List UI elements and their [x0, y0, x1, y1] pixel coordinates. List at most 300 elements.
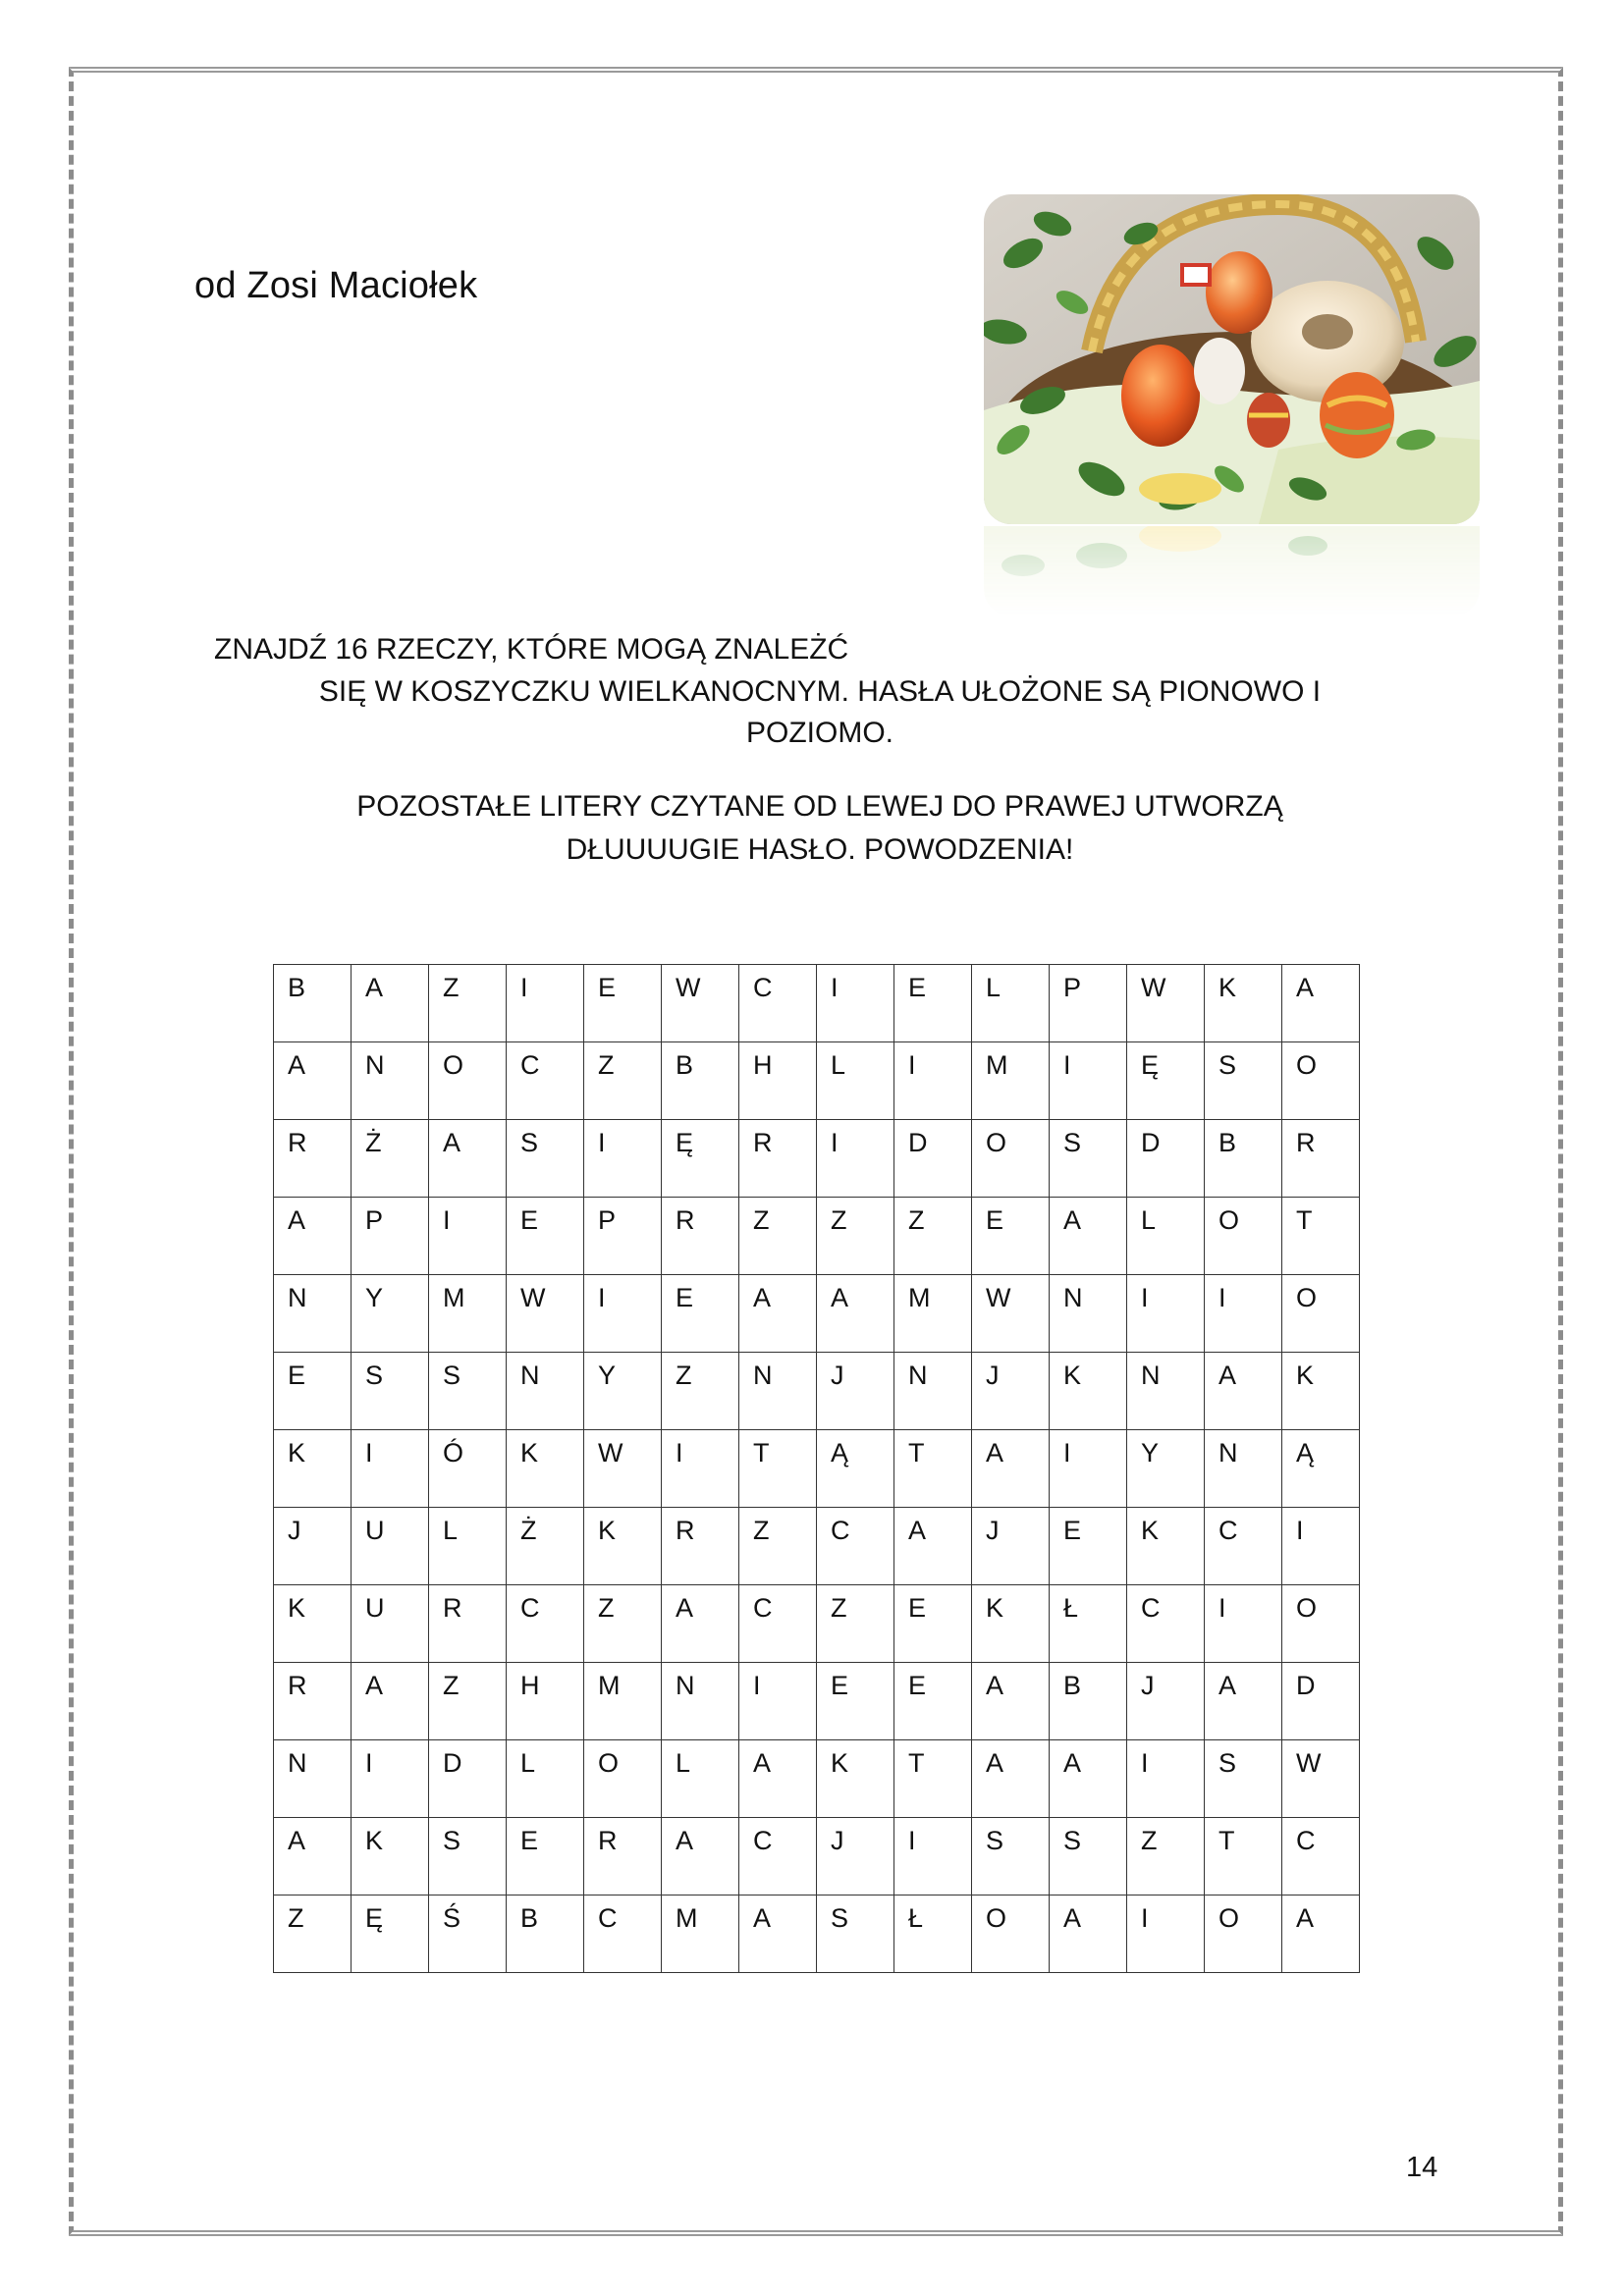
grid-cell — [1282, 1663, 1360, 1740]
grid-cell — [274, 1120, 352, 1198]
grid-cell — [972, 1275, 1050, 1353]
grid-letter: L — [831, 1050, 846, 1080]
grid-letter: R — [1296, 1128, 1316, 1157]
grid-cell — [274, 1585, 352, 1663]
grid-cell — [1282, 1508, 1360, 1585]
grid-letter: B — [1218, 1128, 1237, 1157]
grid-cell — [1205, 1896, 1282, 1973]
grid-cell — [739, 1430, 817, 1508]
grid-letter: S — [1063, 1826, 1082, 1855]
grid-cell — [274, 1430, 352, 1508]
grid-cell — [584, 1353, 662, 1430]
grid-cell — [1205, 1120, 1282, 1198]
grid-cell — [739, 1663, 817, 1740]
grid-letter: C — [753, 1593, 773, 1623]
grid-cell — [894, 1740, 972, 1818]
grid-letter: I — [598, 1283, 606, 1312]
grid-letter: A — [1218, 1361, 1237, 1390]
grid-cell — [972, 1663, 1050, 1740]
grid-cell — [662, 1042, 739, 1120]
grid-letter: T — [1296, 1205, 1313, 1235]
grid-letter: K — [831, 1748, 849, 1778]
grid-row — [274, 1585, 1360, 1663]
grid-letter: I — [753, 1671, 761, 1700]
grid-letter: K — [1218, 973, 1237, 1002]
grid-letter: E — [1063, 1516, 1082, 1545]
grid-letter: E — [908, 1671, 927, 1700]
grid-cell — [817, 1120, 894, 1198]
grid-letter: L — [520, 1748, 536, 1778]
grid-letter: O — [1218, 1903, 1240, 1933]
grid-cell — [662, 1275, 739, 1353]
grid-cell — [1127, 1198, 1205, 1275]
grid-row — [274, 1042, 1360, 1120]
grid-letter: T — [753, 1438, 770, 1468]
grid-letter: W — [986, 1283, 1011, 1312]
grid-letter: R — [598, 1826, 618, 1855]
grid-cell — [972, 1120, 1050, 1198]
grid-cell — [817, 1896, 894, 1973]
grid-cell — [429, 1740, 507, 1818]
grid-letter: K — [288, 1593, 306, 1623]
grid-row — [274, 1740, 1360, 1818]
grid-letter: C — [831, 1516, 850, 1545]
grid-cell — [352, 1120, 429, 1198]
grid-cell — [1127, 1120, 1205, 1198]
grid-letter: K — [365, 1826, 384, 1855]
grid-letter: W — [598, 1438, 623, 1468]
grid-cell — [1127, 1663, 1205, 1740]
grid-letter: E — [288, 1361, 306, 1390]
grid-letter: I — [1296, 1516, 1304, 1545]
grid-cell — [429, 1198, 507, 1275]
grid-letter: A — [365, 973, 384, 1002]
grid-cell — [429, 965, 507, 1042]
grid-letter: J — [831, 1361, 844, 1390]
grid-letter: S — [831, 1903, 849, 1933]
grid-cell — [972, 965, 1050, 1042]
grid-cell — [274, 1508, 352, 1585]
grid-letter: S — [986, 1826, 1004, 1855]
grid-cell — [972, 1042, 1050, 1120]
grid-letter: M — [443, 1283, 465, 1312]
grid-row — [274, 1818, 1360, 1896]
grid-cell — [662, 1818, 739, 1896]
grid-letter: I — [1218, 1593, 1226, 1623]
grid-letter: B — [676, 1050, 694, 1080]
grid-cell — [584, 1740, 662, 1818]
grid-cell — [739, 1740, 817, 1818]
grid-cell — [1050, 1198, 1127, 1275]
grid-letter: A — [908, 1516, 927, 1545]
grid-cell — [1050, 1120, 1127, 1198]
grid-letter: Y — [1141, 1438, 1160, 1468]
grid-letter: J — [986, 1361, 1000, 1390]
grid-cell — [972, 1896, 1050, 1973]
grid-letter: L — [986, 973, 1001, 1002]
grid-cell — [352, 1896, 429, 1973]
grid-cell — [507, 1430, 584, 1508]
grid-cell — [507, 1275, 584, 1353]
grid-cell — [1282, 1740, 1360, 1818]
grid-letter: A — [443, 1128, 461, 1157]
grid-letter: W — [1296, 1748, 1322, 1778]
grid-cell — [817, 1818, 894, 1896]
grid-cell — [584, 1896, 662, 1973]
easter-basket-photo — [984, 194, 1480, 616]
grid-letter: E — [831, 1671, 849, 1700]
grid-cell — [352, 1585, 429, 1663]
grid-row — [274, 1896, 1360, 1973]
grid-cell — [739, 1198, 817, 1275]
grid-letter: I — [365, 1748, 373, 1778]
grid-row — [274, 1120, 1360, 1198]
grid-cell — [584, 1430, 662, 1508]
grid-letter: Z — [908, 1205, 925, 1235]
grid-cell — [1050, 1353, 1127, 1430]
grid-cell — [274, 1275, 352, 1353]
grid-letter: O — [1296, 1050, 1318, 1080]
grid-letter: K — [288, 1438, 306, 1468]
grid-cell — [1050, 1585, 1127, 1663]
grid-letter: W — [520, 1283, 546, 1312]
grid-letter: S — [1218, 1748, 1237, 1778]
grid-cell — [662, 965, 739, 1042]
grid-letter: Ż — [520, 1516, 537, 1545]
grid-row — [274, 965, 1360, 1042]
grid-letter: E — [908, 1593, 927, 1623]
grid-letter: Z — [753, 1205, 770, 1235]
grid-cell — [1050, 1275, 1127, 1353]
grid-cell — [274, 1042, 352, 1120]
grid-letter: Ę — [676, 1128, 694, 1157]
grid-cell — [662, 1896, 739, 1973]
grid-cell — [507, 1585, 584, 1663]
grid-letter: K — [1141, 1516, 1160, 1545]
grid-letter: O — [443, 1050, 464, 1080]
grid-letter: M — [986, 1050, 1008, 1080]
grid-cell — [972, 1508, 1050, 1585]
grid-letter: I — [598, 1128, 606, 1157]
grid-cell — [662, 1740, 739, 1818]
grid-row — [274, 1663, 1360, 1740]
grid-letter: A — [1218, 1671, 1237, 1700]
grid-letter: N — [365, 1050, 385, 1080]
grid-cell — [429, 1120, 507, 1198]
grid-letter: I — [1141, 1748, 1149, 1778]
grid-letter: R — [288, 1671, 307, 1700]
grid-letter: Ą — [1296, 1438, 1315, 1468]
grid-cell — [1282, 1120, 1360, 1198]
grid-cell — [817, 1198, 894, 1275]
grid-letter: Ę — [1141, 1050, 1160, 1080]
grid-cell — [1050, 1818, 1127, 1896]
grid-cell — [1050, 1042, 1127, 1120]
grid-letter: A — [1063, 1903, 1082, 1933]
grid-cell — [429, 1042, 507, 1120]
grid-letter: I — [1063, 1050, 1071, 1080]
grid-cell — [1282, 1198, 1360, 1275]
grid-cell — [429, 1275, 507, 1353]
grid-cell — [1127, 1275, 1205, 1353]
grid-cell — [274, 1740, 352, 1818]
grid-cell — [1282, 965, 1360, 1042]
grid-cell — [894, 1585, 972, 1663]
grid-cell — [274, 1353, 352, 1430]
grid-cell — [1127, 1818, 1205, 1896]
grid-letter: C — [1218, 1516, 1238, 1545]
grid-cell — [352, 1508, 429, 1585]
grid-letter: A — [1063, 1748, 1082, 1778]
grid-row — [274, 1275, 1360, 1353]
grid-letter: Y — [365, 1283, 384, 1312]
grid-letter: A — [676, 1593, 694, 1623]
grid-letter: N — [908, 1361, 928, 1390]
grid-cell — [1127, 1896, 1205, 1973]
grid-letter: E — [520, 1826, 539, 1855]
grid-letter: A — [753, 1748, 772, 1778]
grid-cell — [274, 1818, 352, 1896]
grid-letter: J — [1141, 1671, 1155, 1700]
grid-letter: Z — [598, 1593, 615, 1623]
grid-cell — [972, 1818, 1050, 1896]
instruction-line-1: ZNAJDŹ 16 RZECZY, KTÓRE MOGĄ ZNALEŻĆ — [214, 633, 849, 666]
grid-cell — [739, 965, 817, 1042]
instruction-lines-2-3 — [216, 671, 1424, 754]
grid-letter: I — [831, 1128, 839, 1157]
grid-letter: E — [986, 1205, 1004, 1235]
grid-cell — [739, 1042, 817, 1120]
grid-letter: Ś — [443, 1903, 461, 1933]
grid-cell — [662, 1585, 739, 1663]
grid-letter: A — [1063, 1205, 1082, 1235]
grid-cell — [1205, 1042, 1282, 1120]
grid-cell — [1205, 1585, 1282, 1663]
grid-letter: H — [520, 1671, 540, 1700]
grid-letter: P — [1063, 973, 1082, 1002]
grid-cell — [972, 1585, 1050, 1663]
grid-letter: C — [753, 1826, 773, 1855]
grid-letter: Z — [676, 1361, 692, 1390]
grid-letter: A — [365, 1671, 384, 1700]
grid-cell — [1127, 1740, 1205, 1818]
grid-letter: K — [986, 1593, 1004, 1623]
grid-letter: Z — [1141, 1826, 1158, 1855]
grid-cell — [894, 1508, 972, 1585]
grid-letter: M — [676, 1903, 698, 1933]
grid-cell — [894, 1275, 972, 1353]
grid-letter: C — [520, 1050, 540, 1080]
grid-letter: E — [908, 973, 927, 1002]
grid-cell — [507, 1663, 584, 1740]
grid-cell — [894, 1042, 972, 1120]
basket-image-reflection — [984, 526, 1480, 616]
grid-letter: L — [443, 1516, 459, 1545]
grid-letter: K — [520, 1438, 539, 1468]
grid-cell — [1205, 1198, 1282, 1275]
grid-cell — [352, 1198, 429, 1275]
grid-cell — [817, 1663, 894, 1740]
grid-letter: I — [1063, 1438, 1071, 1468]
grid-letter: C — [1141, 1593, 1161, 1623]
grid-letter: N — [288, 1283, 307, 1312]
grid-cell — [1127, 1353, 1205, 1430]
grid-letter: S — [443, 1361, 461, 1390]
grid-row — [274, 1353, 1360, 1430]
grid-row — [274, 1430, 1360, 1508]
grid-cell — [352, 1042, 429, 1120]
grid-cell — [894, 1818, 972, 1896]
grid-letter: M — [598, 1671, 621, 1700]
grid-letter: A — [676, 1826, 694, 1855]
grid-letter: A — [986, 1671, 1004, 1700]
grid-letter: T — [908, 1748, 925, 1778]
grid-letter: K — [1063, 1361, 1082, 1390]
grid-cell — [1050, 1430, 1127, 1508]
instruction-line-2: SIĘ W KOSZYCZKU WIELKANOCNYM. HASŁA UŁOŻONE SĄ PIONOWO I — [318, 675, 1322, 708]
grid-letter: Z — [443, 973, 460, 1002]
grid-cell — [429, 1353, 507, 1430]
basket-image — [984, 194, 1480, 524]
grid-letter: D — [908, 1128, 928, 1157]
grid-letter: B — [520, 1903, 539, 1933]
page-number: 14 — [1406, 2152, 1438, 2183]
grid-letter: B — [1063, 1671, 1082, 1700]
grid-cell — [507, 1740, 584, 1818]
grid-cell — [972, 1740, 1050, 1818]
grid-letter: C — [753, 973, 773, 1002]
grid-letter: I — [365, 1438, 373, 1468]
grid-cell — [1127, 1585, 1205, 1663]
grid-cell — [662, 1430, 739, 1508]
grid-cell — [894, 1663, 972, 1740]
grid-letter: U — [365, 1593, 385, 1623]
grid-cell — [1205, 1818, 1282, 1896]
instruction-lines-4-5 — [216, 785, 1424, 872]
grid-row — [274, 1198, 1360, 1275]
grid-cell — [1282, 1896, 1360, 1973]
grid-letter: A — [831, 1283, 849, 1312]
grid-letter: A — [288, 1050, 306, 1080]
grid-letter: A — [753, 1903, 772, 1933]
grid-cell — [894, 1198, 972, 1275]
grid-cell — [584, 1508, 662, 1585]
grid-letter: P — [365, 1205, 384, 1235]
grid-letter: K — [1296, 1361, 1315, 1390]
grid-letter: I — [1141, 1903, 1149, 1933]
grid-letter: N — [1141, 1361, 1161, 1390]
grid-cell — [584, 1663, 662, 1740]
grid-letter: J — [288, 1516, 301, 1545]
grid-cell — [1050, 965, 1127, 1042]
grid-cell — [274, 1663, 352, 1740]
grid-letter: Z — [598, 1050, 615, 1080]
grid-letter: O — [986, 1128, 1007, 1157]
grid-cell — [739, 1275, 817, 1353]
grid-letter: Ę — [365, 1903, 384, 1933]
grid-cell — [972, 1353, 1050, 1430]
grid-letter: J — [831, 1826, 844, 1855]
grid-letter: Z — [753, 1516, 770, 1545]
grid-cell — [584, 1818, 662, 1896]
grid-cell — [662, 1353, 739, 1430]
grid-letter: A — [986, 1438, 1004, 1468]
grid-cell — [507, 1198, 584, 1275]
grid-letter: L — [1141, 1205, 1157, 1235]
grid-cell — [352, 1740, 429, 1818]
grid-letter: A — [986, 1748, 1004, 1778]
grid-letter: Z — [831, 1593, 847, 1623]
grid-cell — [1127, 1508, 1205, 1585]
grid-letter: I — [676, 1438, 683, 1468]
grid-cell — [584, 1585, 662, 1663]
grid-letter: A — [288, 1826, 306, 1855]
grid-letter: Ą — [831, 1438, 849, 1468]
grid-letter: Ż — [365, 1128, 382, 1157]
grid-cell — [1127, 965, 1205, 1042]
grid-cell — [739, 1353, 817, 1430]
grid-cell — [1205, 965, 1282, 1042]
grid-cell — [817, 1042, 894, 1120]
grid-cell — [662, 1198, 739, 1275]
grid-cell — [739, 1585, 817, 1663]
grid-letter: A — [1296, 1903, 1315, 1933]
grid-cell — [1205, 1275, 1282, 1353]
grid-cell — [274, 965, 352, 1042]
grid-letter: N — [1218, 1438, 1238, 1468]
grid-cell — [1050, 1663, 1127, 1740]
grid-cell — [1205, 1508, 1282, 1585]
grid-letter: Ł — [1063, 1593, 1079, 1623]
grid-cell — [972, 1430, 1050, 1508]
grid-cell — [429, 1585, 507, 1663]
grid-letter: R — [676, 1516, 695, 1545]
grid-cell — [1205, 1353, 1282, 1430]
grid-cell — [817, 1430, 894, 1508]
grid-cell — [894, 965, 972, 1042]
grid-cell — [507, 1353, 584, 1430]
grid-cell — [584, 1042, 662, 1120]
grid-cell — [1050, 1896, 1127, 1973]
grid-cell — [817, 1585, 894, 1663]
grid-letter: I — [443, 1205, 451, 1235]
grid-cell — [352, 1430, 429, 1508]
grid-letter: Z — [831, 1205, 847, 1235]
grid-cell — [972, 1198, 1050, 1275]
author-line: od Zosi Maciołek — [194, 265, 478, 306]
grid-letter: Ó — [443, 1438, 464, 1468]
grid-cell — [1282, 1430, 1360, 1508]
grid-cell — [817, 1275, 894, 1353]
grid-cell — [1282, 1818, 1360, 1896]
grid-letter: A — [753, 1283, 772, 1312]
grid-letter: W — [1141, 973, 1166, 1002]
grid-cell — [739, 1120, 817, 1198]
grid-letter: Ł — [908, 1903, 924, 1933]
grid-letter: E — [676, 1283, 694, 1312]
grid-letter: S — [1063, 1128, 1082, 1157]
grid-cell — [662, 1508, 739, 1585]
grid-letter: S — [1218, 1050, 1237, 1080]
grid-letter: S — [443, 1826, 461, 1855]
grid-letter: I — [1141, 1283, 1149, 1312]
grid-cell — [1050, 1508, 1127, 1585]
grid-cell — [1050, 1740, 1127, 1818]
grid-letter: N — [753, 1361, 773, 1390]
grid-cell — [352, 1353, 429, 1430]
grid-cell — [352, 1818, 429, 1896]
grid-letter: R — [676, 1205, 695, 1235]
